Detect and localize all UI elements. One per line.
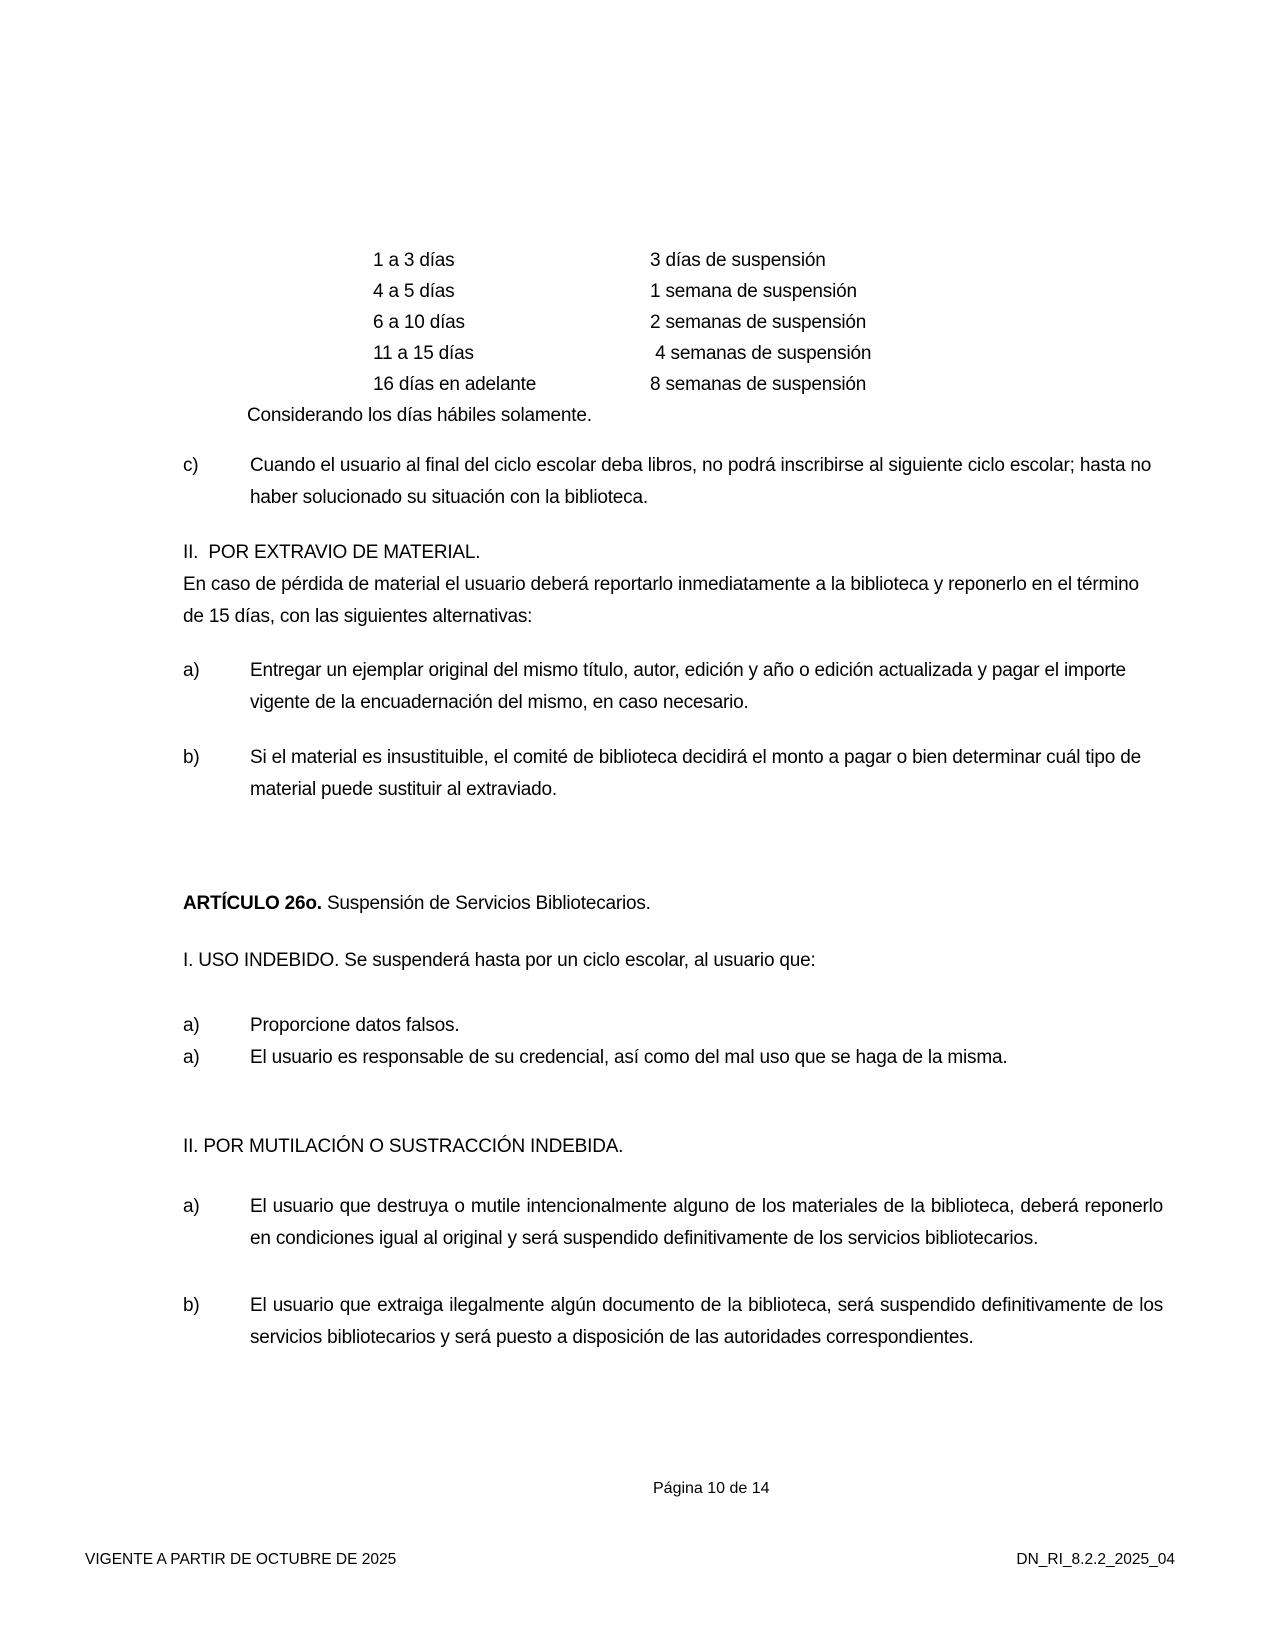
list-item-a-entregar [183,655,1163,719]
item-text: Si el material es insustituible, el comité de biblioteca decidirá el monto a pagar o bien determinar cuál tipo de material puede sustituir al extraviado. [250,747,1141,800]
penalty: 2 semanas de suspensión [650,312,867,333]
item-label: a) [183,1015,200,1036]
table-row [183,338,1163,369]
section-heading-uso-indebido: I. USO INDEBIDO. Se suspenderá hasta por un ciclo escolar, al usuario que: [183,950,816,971]
list-item-b-extraiga [183,1290,1163,1354]
item-label: b) [183,747,200,768]
list-item-a-credencial [183,1042,1163,1074]
days-range: 6 a 10 días [373,312,465,333]
item-label: b) [183,1295,200,1316]
days-range: 1 a 3 días [373,250,455,271]
table-row [183,307,1163,338]
list-item-b-insustituible [183,742,1163,806]
penalty: 8 semanas de suspensión [650,374,867,395]
articulo-number: ARTÍCULO 26o. [183,893,322,914]
penalty: 3 días de suspensión [650,250,826,271]
section-heading-extravio: II. POR EXTRAVIO DE MATERIAL. [183,542,481,563]
list-item-a-destruya [183,1191,1163,1255]
table-row [183,245,1163,276]
footer-document-code: DN_RI_8.2.2_2025_04 [1016,1551,1175,1568]
document-body [183,245,1163,1354]
section-intro-extravio: En caso de pérdida de material el usuario deberá reportarlo inmediatamente a la biblioteca y reponerlo en el término de 15 días, con las siguientes alternativas: [183,574,1139,627]
item-text: El usuario que destruya o mutile intencionalmente alguno de los materiales de la biblioteca, deberá reponerlo en condiciones igual al original y será suspendido definitivamente de los servicios bibliotecarios. [250,1196,1163,1249]
articulo-26-heading [183,888,1163,920]
item-label: c) [183,455,199,476]
item-label: a) [183,660,200,681]
days-range: 4 a 5 días [373,281,455,302]
penalty: 4 semanas de suspensión [650,343,872,364]
days-range: 16 días en adelante [373,374,537,395]
penalty: 1 semana de suspensión [650,281,857,302]
section-heading-mutilacion: II. POR MUTILACIÓN O SUSTRACCIÓN INDEBIDA. [183,1136,624,1157]
table-row [183,369,1163,400]
footer-vigencia: VIGENTE A PARTIR DE OCTUBRE DE 2025 [85,1551,397,1568]
item-text: Entregar un ejemplar original del mismo título, autor, edición y año o edición actualizada y pagar el importe vigente de la encuadernación del mismo, en caso necesario. [250,660,1126,713]
suspension-table [183,245,1163,400]
list-item-c [183,450,1163,514]
item-text: El usuario es responsable de su credencial, así como del mal uso que se haga de la misma. [250,1047,1008,1068]
list-item-a-datos-falsos [183,1010,1163,1042]
table-row [183,276,1163,307]
item-label: a) [183,1196,200,1217]
item-text: Proporcione datos falsos. [250,1015,460,1036]
page-number: Página 10 de 14 [653,1480,770,1497]
table-note: Considerando los días hábiles solamente. [247,405,592,426]
item-text: Cuando el usuario al final del ciclo escolar deba libros, no podrá inscribirse al siguiente ciclo escolar; hasta no haber solucionado su situación con la biblioteca. [250,455,1152,508]
articulo-title: Suspensión de Servicios Bibliotecarios. [321,893,651,914]
days-range: 11 a 15 días [373,343,474,364]
item-label: a) [183,1047,200,1068]
item-text: El usuario que extraiga ilegalmente algún documento de la biblioteca, será suspendido definitivamente de los servicios bibliotecarios y será puesto a disposición de las autoridades correspondientes. [250,1295,1163,1348]
